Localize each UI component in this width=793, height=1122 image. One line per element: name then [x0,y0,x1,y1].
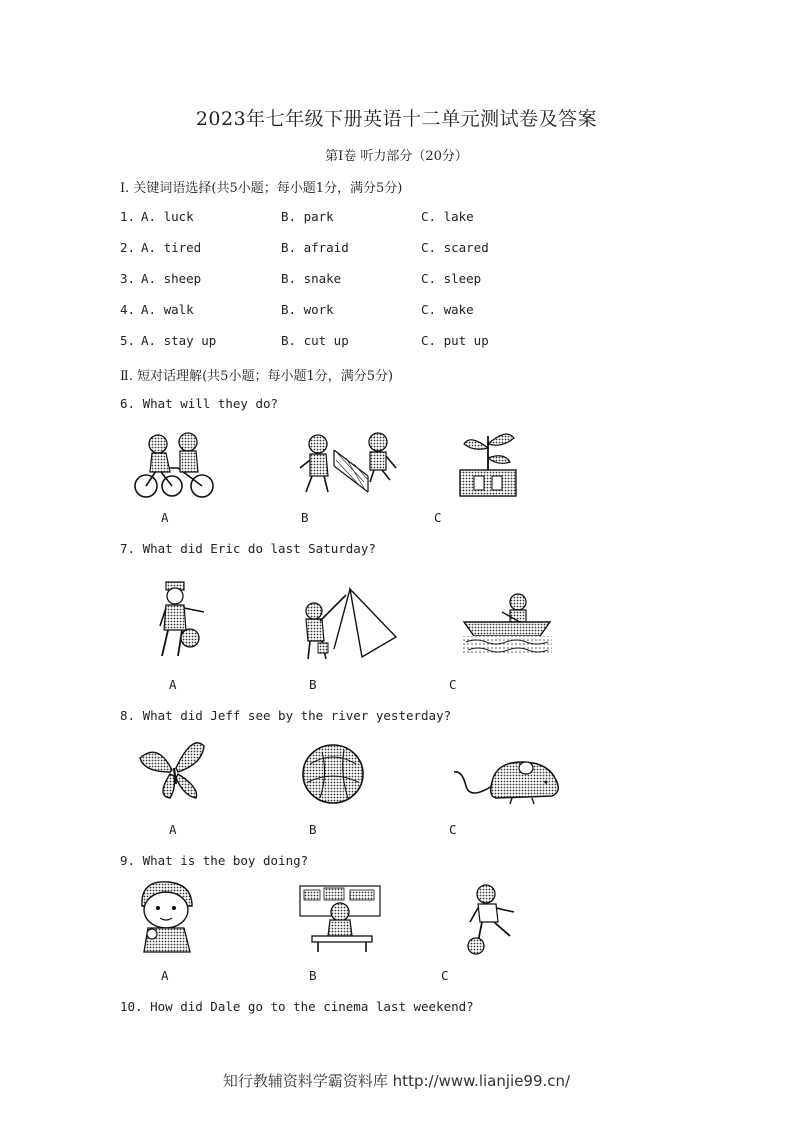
badminton-players-icon [298,430,398,496]
kids-on-bicycles-icon [130,428,216,500]
vocab-option-b: B. snake [281,271,342,286]
vocab-option-b: B. park [281,209,334,224]
vocab-option-a: A. walk [141,302,194,317]
option-label-c: C [449,677,457,692]
vocab-option-a: A. luck [141,209,194,224]
option-label-b: B [309,822,317,837]
option-label-a: A [169,822,177,837]
question-6: 6. What will they do? [120,396,279,411]
option-label-b: B [301,510,309,525]
option-label-a: A [161,968,169,983]
boy-with-ball-icon [152,578,212,660]
section-2-heading: Ⅱ. 短对话理解(共5小题；每小题1分，满分5分) [120,369,394,384]
vocab-number: 3. [120,271,136,286]
boy-studying-icon [298,882,382,954]
boy-thinking-icon [134,880,200,954]
potted-plant-icon [456,426,520,498]
question-8: 8. What did Jeff see by the river yesterday? [120,708,452,723]
vocab-option-a: A. tired [141,240,202,255]
vocab-number: 5. [120,333,136,348]
question-10: 10. How did Dale go to the cinema last weekend? [120,999,474,1014]
option-label-b: B [309,677,317,692]
boy-in-boat-icon [462,590,552,656]
boy-playing-soccer-icon [464,882,520,956]
vocab-option-b: B. work [281,302,334,317]
butterfly-icon [136,738,208,802]
section-1-heading: Ⅰ. 关键词语选择(共5小题；每小题1分，满分5分) [120,181,403,196]
boy-with-tent-icon [298,585,400,663]
vocab-option-a: A. stay up [141,333,217,348]
part-heading: 第Ⅰ卷 听力部分（20分） [325,149,468,164]
page-title: 2023年七年级下册英语十二单元测试卷及答案 [195,108,598,130]
vocab-number: 4. [120,302,136,317]
option-label-c: C [434,510,442,525]
ball-icon [300,742,366,806]
option-label-b: B [309,968,317,983]
option-label-c: C [441,968,449,983]
vocab-option-a: A. sheep [141,271,202,286]
vocab-number: 2. [120,240,136,255]
option-label-c: C [449,822,457,837]
vocab-option-b: B. cut up [281,333,349,348]
vocab-option-c: C. wake [421,302,474,317]
vocab-number: 1. [120,209,136,224]
mouse-icon [452,756,564,806]
vocab-option-c: C. lake [421,209,474,224]
vocab-option-c: C. scared [421,240,489,255]
vocab-option-b: B. afraid [281,240,349,255]
question-7: 7. What did Eric do last Saturday? [120,541,376,556]
option-label-a: A [169,677,177,692]
option-label-a: A [161,510,169,525]
question-9: 9. What is the boy doing? [120,853,309,868]
footer-watermark: 知行教辅资料学霸资料库 http://www.lianjie99.cn/ [222,1072,571,1090]
vocab-option-c: C. put up [421,333,489,348]
vocab-option-c: C. sleep [421,271,482,286]
